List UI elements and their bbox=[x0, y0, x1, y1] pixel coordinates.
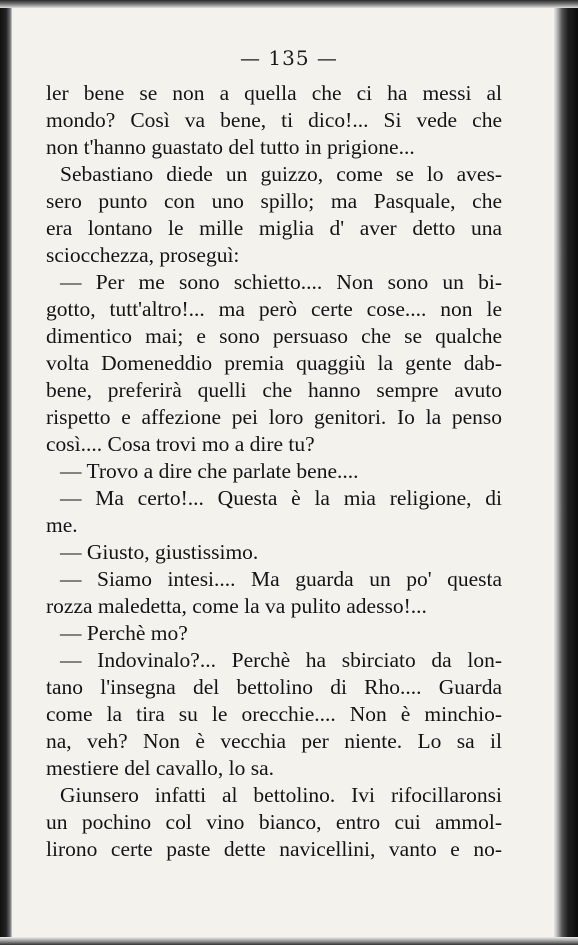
text-line: dimentico mai; e sono persuaso che se qualche bbox=[46, 324, 502, 348]
text-line: come la tira su le orecchie.... Non è minchio- bbox=[46, 702, 502, 726]
text-line: Sebastiano diede un guizzo, come se lo aves- bbox=[60, 162, 502, 186]
page-right-edge-shadow bbox=[554, 0, 578, 945]
text-line: — Siamo intesi.... Ma guarda un po' questa bbox=[60, 567, 502, 591]
text-line: rispetto e affezione pei loro genitori. Io la penso bbox=[46, 405, 502, 429]
text-line: tano l'insegna del bettolino di Rho.... Guarda bbox=[46, 675, 502, 699]
text-line: — Per me sono schietto.... Non sono un bi- bbox=[60, 270, 502, 294]
text-line: sero punto con uno spillo; ma Pasquale, che bbox=[46, 189, 502, 213]
text-line: rozza maledetta, come la va pulito adesso!... bbox=[46, 594, 427, 618]
text-line: mondo? Così va bene, ti dico!... Si vede che bbox=[46, 108, 502, 132]
page-bottom-edge-shadow bbox=[0, 937, 578, 945]
text-line: Giunsero infatti al bettolino. Ivi rifocillaronsi bbox=[60, 783, 502, 807]
text-line: un pochino col vino bianco, entro cui ammol- bbox=[46, 810, 502, 834]
text-line: — Perchè mo? bbox=[60, 621, 188, 645]
text-line: così.... Cosa trovi mo a dire tu? bbox=[46, 432, 315, 456]
text-line: me. bbox=[46, 513, 78, 537]
page-top-edge-shadow bbox=[0, 0, 578, 8]
text-line: bene, preferirà quelli che hanno sempre avuto bbox=[46, 378, 502, 402]
page-number-header: — 135 — bbox=[240, 46, 338, 70]
text-line: mestiere del cavallo, lo sa. bbox=[46, 756, 275, 780]
text-line: non t'hanno guastato del tutto in prigione... bbox=[46, 135, 415, 159]
text-line: ler bene se non a quella che ci ha messi al bbox=[46, 81, 502, 105]
text-line: — Giusto, giustissimo. bbox=[60, 540, 259, 564]
text-line: — Indovinalo?... Perchè ha sbirciato da lon- bbox=[60, 648, 502, 672]
text-line: gotto, tutt'altro!... ma però certe cose.... non le bbox=[46, 297, 502, 321]
text-line: — Ma certo!... Questa è la mia religione, di bbox=[60, 486, 502, 510]
body-text bbox=[46, 80, 502, 863]
page-left-edge-shadow bbox=[0, 0, 12, 945]
text-line: — Trovo a dire che parlate bene.... bbox=[60, 459, 359, 483]
text-line: na, veh? Non è vecchia per niente. Lo sa il bbox=[46, 729, 502, 753]
text-line: sciocchezza, proseguì: bbox=[46, 243, 240, 267]
text-line: lirono certe paste dette navicellini, vanto e no- bbox=[46, 837, 502, 861]
text-line: era lontano le mille miglia d' aver detto una bbox=[46, 216, 502, 240]
text-line: volta Domeneddio premia quaggiù la gente dab- bbox=[46, 351, 502, 375]
